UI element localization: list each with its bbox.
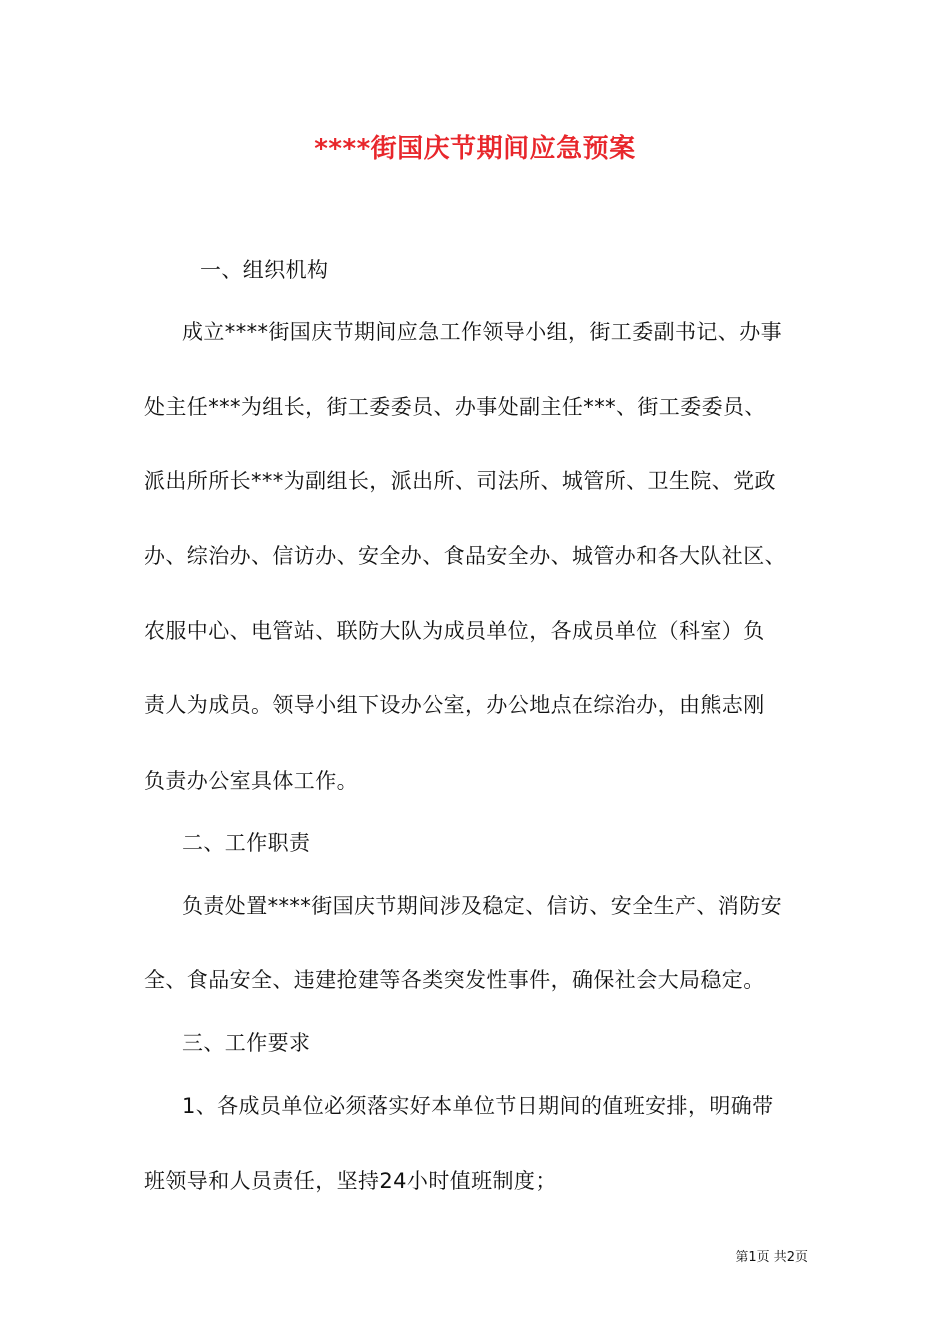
section-heading-duties: 二、工作职责 [182, 831, 311, 855]
document-title: ****街国庆节期间应急预案 [314, 134, 636, 164]
paragraph-line: 责人为成员。领导小组下设办公室，办公地点在综治办，由熊志刚 [144, 693, 765, 717]
section-heading-organization: 一、组织机构 [200, 258, 329, 282]
paragraph-line: 负责办公室具体工作。 [144, 769, 358, 793]
paragraph-line: 农服中心、电管站、联防大队为成员单位，各成员单位（科室）负 [144, 619, 765, 643]
page-number: 第1页 共2页 [735, 1250, 808, 1265]
paragraph-line: 派出所所长***为副组长，派出所、司法所、城管所、卫生院、党政 [144, 469, 776, 493]
paragraph-line: 处主任***为组长，街工委委员、办事处副主任***、街工委委员、 [144, 395, 766, 419]
paragraph-line: 办、综治办、信访办、安全办、食品安全办、城管办和各大队社区、 [144, 544, 786, 568]
paragraph-line: 负责处置****街国庆节期间涉及稳定、信访、安全生产、消防安 [182, 894, 782, 918]
paragraph-line: 1、各成员单位必须落实好本单位节日期间的值班安排，明确带 [182, 1094, 774, 1118]
paragraph-line: 班领导和人员责任，坚持24小时值班制度； [144, 1169, 557, 1193]
paragraph-line: 成立****街国庆节期间应急工作领导小组，街工委副书记、办事 [182, 320, 782, 344]
paragraph-line: 全、食品安全、违建抢建等各类突发性事件，确保社会大局稳定。 [144, 968, 765, 992]
section-heading-requirements: 三、工作要求 [182, 1031, 311, 1055]
